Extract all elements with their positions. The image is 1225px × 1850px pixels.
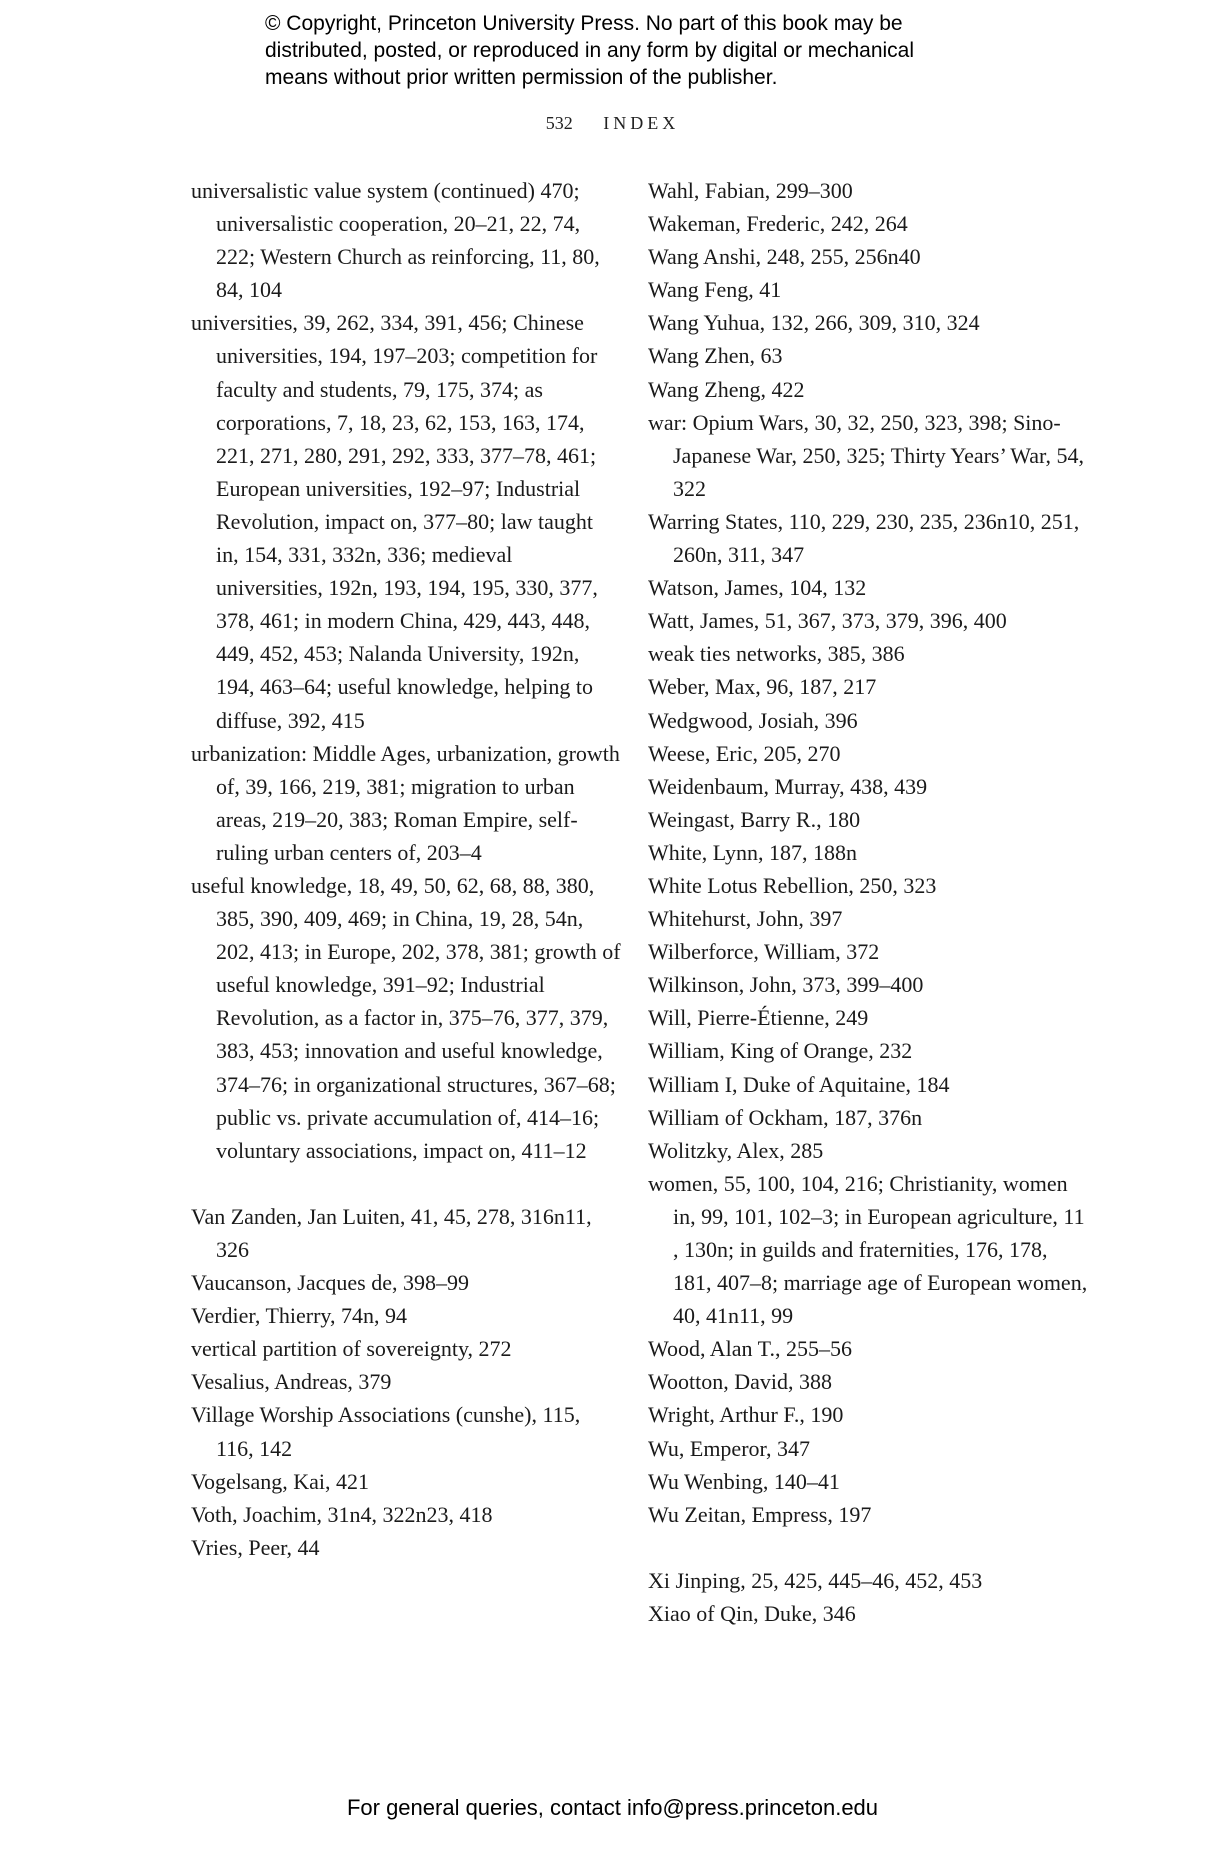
index-entry: Wright, Arthur F., 190 <box>648 1402 844 1428</box>
index-entry: Wang Zhen, 63 <box>648 343 783 369</box>
index-entry: Wootton, David, 388 <box>648 1369 832 1395</box>
copyright-line: © Copyright, Princeton University Press. No part of this book may be <box>265 12 903 35</box>
index-entry: Watt, James, 51, 367, 373, 379, 396, 400 <box>648 608 1007 634</box>
index-entry: Voth, Joachim, 31n4, 322n23, 418 <box>191 1501 493 1527</box>
index-entry: Watson, James, 104, 132 <box>648 575 867 601</box>
index-entry: Wahl, Fabian, 299–300 <box>648 178 853 203</box>
index-entry: William, King of Orange, 232 <box>648 1038 913 1064</box>
index-entry: White, Lynn, 187, 188n <box>648 839 857 865</box>
index-entry: Wakeman, Frederic, 242, 264 <box>648 211 908 237</box>
index-entry: William I, Duke of Aquitaine, 184 <box>648 1071 950 1097</box>
index-entry: women, 55, 100, 104, 216; Christianity, women in, 99, 101, 102–3; in European agriculture, 11 , 130n; in guilds and fraternities, 176, 178, 181, 407–8; marriage age of European women, 40, 41n11, 99 <box>648 1170 1088 1329</box>
index-entry: universities, 39, 262, 334, 391, 456; Chinese universities, 194, 197–203; competition for faculty and students, 79, 175, 374; as corporations, 7, 18, 23, 62, 153, 163, 174, 221, 271, 280, 291, 292, 333, 377–78, 461; European universities, 192–97; Industrial Revolution, impact on, 377–80; law taught in, 154, 331, 332n, 336; medieval universities, 192n, 193, 194, 195, 330, 377, 378, 461; in modern China, 429, 443, 448, 449, 452, 453; Nalanda University, 192n, 194, 463–64; useful knowledge, helping to diffuse, 392, 415 <box>191 310 598 733</box>
index-entry: Van Zanden, Jan Luiten, 41, 45, 278, 316n11, 326 <box>191 1203 592 1262</box>
index-entry: Wang Yuhua, 132, 266, 309, 310, 324 <box>648 310 980 336</box>
index-entry: Wedgwood, Josiah, 396 <box>648 707 858 733</box>
index-entry: Weber, Max, 96, 187, 217 <box>648 674 877 700</box>
index-entry: Wilkinson, John, 373, 399–400 <box>648 972 924 998</box>
index-entry: Verdier, Thierry, 74n, 94 <box>191 1303 408 1329</box>
footer-contact: For general queries, contact info@press.princeton.edu <box>346 1795 879 1820</box>
index-entry: Wu Wenbing, 140–41 <box>648 1468 840 1494</box>
index-entry: war: Opium Wars, 30, 32, 250, 323, 398; Sino-Japanese War, 250, 325; Thirty Years’ War, 54, 322 <box>648 409 1084 501</box>
index-entry: Wu, Emperor, 347 <box>648 1435 810 1461</box>
index-column-left <box>191 174 621 1564</box>
index-entry: Vries, Peer, 44 <box>191 1534 320 1560</box>
index-entry: Weese, Eric, 205, 270 <box>648 740 841 766</box>
index-entry: urbanization: Middle Ages, urbanization, growth of, 39, 166, 219, 381; migration to urban areas, 219–20, 383; Roman Empire, self-ruling urban centers of, 203–4 <box>191 740 620 865</box>
index-entry: weak ties networks, 385, 386 <box>648 641 905 667</box>
copyright-notice <box>265 10 1005 91</box>
index-entry: Xiao of Qin, Duke, 346 <box>648 1601 856 1627</box>
copyright-line: distributed, posted, or reproduced in any form by digital or mechanical <box>265 39 915 62</box>
index-entry: Wilberforce, William, 372 <box>648 939 880 965</box>
copyright-line: means without prior written permission of the publisher. <box>265 66 778 89</box>
index-entry: universalistic value system (continued) 470; universalistic cooperation, 20–21, 22, 74, 222; Western Church as reinforcing, 11, 80, 84, 104 <box>191 178 600 303</box>
index-entry: Weingast, Barry R., 180 <box>648 806 861 832</box>
page-number: 532 <box>545 113 573 133</box>
index-entry: vertical partition of sovereignty, 272 <box>191 1336 512 1362</box>
index-entry: Wang Anshi, 248, 255, 256n40 <box>648 244 921 270</box>
running-head <box>0 113 1225 134</box>
index-entry: Weidenbaum, Murray, 438, 439 <box>648 773 928 799</box>
index-entry: Vesalius, Andreas, 379 <box>191 1369 392 1395</box>
index-entry: useful knowledge, 18, 49, 50, 62, 68, 88, 380, 385, 390, 409, 469; in China, 19, 28, 54n, 202, 413; in Europe, 202, 378, 381; growth of useful knowledge, 391–92; Industrial Revolution, as a factor in, 375–76, 377, 379, 383, 453; innovation and useful knowledge, 374–76; in organizational structures, 367–68; public vs. private accumulation of, 414–16; voluntary associations, impact on, 411–12 <box>191 872 621 1163</box>
index-entry: Xi Jinping, 25, 425, 445–46, 452, 453 <box>648 1567 983 1593</box>
index-entry: Whitehurst, John, 397 <box>648 906 843 932</box>
index-entry: Wolitzky, Alex, 285 <box>648 1137 824 1163</box>
section-title: INDEX <box>603 113 680 133</box>
index-entry: Vogelsang, Kai, 421 <box>191 1468 370 1494</box>
index-entry: White Lotus Rebellion, 250, 323 <box>648 872 937 898</box>
index-entry: Wang Feng, 41 <box>648 277 782 303</box>
index-entry: Will, Pierre-Étienne, 249 <box>648 1005 869 1031</box>
index-entry: Wang Zheng, 422 <box>648 376 805 402</box>
index-entry: Village Worship Associations (cunshe), 115, 116, 142 <box>191 1402 581 1461</box>
index-entry: William of Ockham, 187, 376n <box>648 1104 923 1130</box>
index-entry: Wu Zeitan, Empress, 197 <box>648 1501 872 1527</box>
index-entry: Warring States, 110, 229, 230, 235, 236n10, 251, 260n, 311, 347 <box>648 508 1080 568</box>
index-entry: Vaucanson, Jacques de, 398–99 <box>191 1270 469 1296</box>
index-column-right <box>648 174 1088 1630</box>
index-entry: Wood, Alan T., 255–56 <box>648 1336 852 1362</box>
